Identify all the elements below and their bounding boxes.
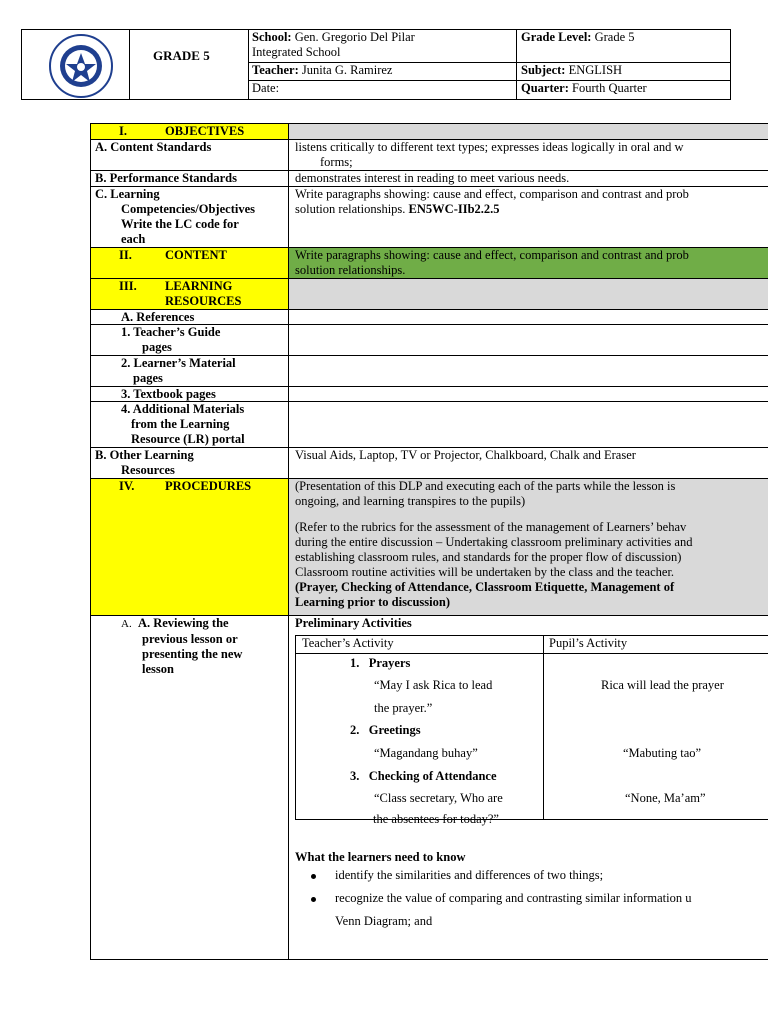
need-to-know-title: What the learners need to know — [295, 850, 466, 864]
row-additional-materials — [91, 402, 768, 448]
teachers-guide-value — [289, 325, 768, 355]
item2-line1: “Magandang buhay” — [374, 746, 478, 760]
teacher-name: Junita G. Ramirez — [301, 63, 393, 77]
item3-response: “None, Ma’am” — [625, 791, 706, 805]
competencies-text — [289, 187, 768, 247]
learners-material-line1: 2. Learner’s Material — [121, 356, 236, 370]
bullet-1-text: identify the similarities and differences of two things; — [335, 868, 604, 882]
learning-resources-value — [289, 279, 768, 309]
bullet-dot-icon — [311, 897, 316, 902]
reviewing-line4: lesson — [142, 662, 174, 676]
procedures-num: IV. — [119, 479, 135, 493]
competencies-label-line4: each — [121, 232, 146, 246]
row-content-standards — [91, 140, 768, 171]
performance-standards-label: B. Performance Standards — [91, 171, 289, 186]
content-title: CONTENT — [165, 248, 227, 262]
quarter-cell — [516, 81, 730, 99]
procedures-title: PROCEDURES — [165, 479, 252, 493]
bullet-dot-icon — [311, 874, 316, 879]
procedures-bold2: Learning prior to discussion) — [295, 595, 450, 609]
additional-materials-value — [289, 402, 768, 447]
content-standards-line2: forms; — [320, 155, 353, 169]
teachers-guide-line1: 1. Teacher’s Guide — [121, 325, 221, 339]
learners-material-value — [289, 356, 768, 386]
subject-value: ENGLISH — [568, 63, 623, 77]
subject-label: Subject: — [521, 63, 566, 77]
row-learning-resources — [91, 279, 768, 310]
references-label: A. References — [91, 310, 289, 324]
subject-cell — [516, 63, 730, 81]
additional-line2: from the Learning — [131, 417, 230, 431]
learning-resources-heading — [91, 279, 289, 309]
row-textbook — [91, 387, 768, 402]
learning-resources-title2: RESOURCES — [165, 294, 242, 308]
teacher-cell — [248, 63, 516, 81]
quarter-label: Quarter: — [521, 81, 569, 95]
additional-line3: Resource (LR) portal — [131, 432, 245, 446]
content-standards-line1: listens critically to different text types; expresses ideas logically in oral and w — [295, 140, 684, 154]
teachers-guide-label — [91, 325, 289, 355]
school-name: Gen. Gregorio Del Pilar — [294, 30, 415, 44]
textbook-label: 3. Textbook pages — [91, 387, 289, 401]
procedures-p2-line2: during the entire discussion – Undertaking classroom preliminary activities and — [295, 535, 693, 549]
activity-header — [296, 636, 768, 654]
bullet-2-text: recognize the value of comparing and contrasting similar information u — [335, 891, 692, 905]
learning-resources-num: III. — [119, 279, 137, 293]
item2-title: Greetings — [368, 723, 421, 737]
grade-label: GRADE 5 — [153, 48, 210, 63]
reviewing-line1: A. Reviewing the — [137, 616, 229, 630]
competencies-code: EN5WC-IIb2.2.5 — [408, 202, 500, 216]
activity-item-greetings — [350, 723, 421, 738]
school-cell — [248, 30, 516, 63]
item1-line2: the prayer.” — [374, 701, 433, 715]
row-performance-standards — [91, 171, 768, 187]
content-standards-label: A. Content Standards — [91, 140, 289, 170]
activity-table — [295, 635, 768, 820]
content-line2: solution relationships. — [295, 263, 406, 277]
procedures-text — [289, 479, 768, 615]
content-text — [289, 248, 768, 278]
row-reviewing — [91, 616, 768, 960]
item3-num: 3. — [350, 769, 360, 783]
item1-num: 1. — [350, 656, 360, 670]
row-learners-material — [91, 356, 768, 387]
item3-title: Checking of Attendance — [368, 769, 497, 783]
pupil-activity-header: Pupil’s Activity — [549, 636, 628, 650]
procedures-p2-line4: Classroom routine activities will be undertaken by the class and the teacher. — [295, 565, 675, 579]
deped-seal-icon — [49, 34, 113, 98]
learners-material-line2: pages — [133, 371, 163, 385]
other-resources-label — [91, 448, 289, 478]
row-other-resources — [91, 448, 768, 479]
item2-response: “Mabuting tao” — [623, 746, 702, 760]
objectives-title: OBJECTIVES — [165, 124, 245, 138]
references-value — [289, 310, 768, 324]
objectives-value — [289, 124, 768, 139]
row-references — [91, 310, 768, 325]
content-num: II. — [119, 248, 132, 262]
objectives-num: I. — [119, 124, 127, 138]
additional-line1: 4. Additional Materials — [121, 402, 245, 416]
reviewing-line3: presenting the new — [142, 647, 243, 661]
grade-level-cell — [516, 30, 730, 63]
procedures-p1-line1: (Presentation of this DLP and executing each of the parts while the lesson is — [295, 479, 676, 493]
row-objectives — [91, 124, 768, 140]
teachers-guide-line2: pages — [142, 340, 172, 354]
procedures-p2-line1: (Refer to the rubrics for the assessment of the management of Learners’ behav — [295, 520, 687, 534]
lesson-plan-table — [90, 123, 768, 960]
school-name-cont: Integrated School — [252, 45, 341, 59]
procedures-p1-line2: ongoing, and learning transpires to the pupils) — [295, 494, 526, 508]
reviewing-label: A. A. Reviewing the previous lesson or presenting the new lesson — [91, 616, 289, 960]
competencies-line1: Write paragraphs showing: cause and effect, comparison and contrast and prob — [295, 187, 689, 201]
learning-resources-title1: LEARNING — [165, 279, 233, 293]
item3-line1: “Class secretary, Who are — [374, 791, 503, 805]
other-resources-line2: Resources — [121, 463, 175, 477]
procedures-heading — [91, 479, 289, 615]
objectives-heading — [91, 124, 289, 139]
other-resources-text: Visual Aids, Laptop, TV or Projector, Chalkboard, Chalk and Eraser — [295, 448, 636, 462]
competencies-label-line2: Competencies/Objectives — [121, 202, 255, 216]
content-line1: Write paragraphs showing: cause and effect, comparison and contrast and prob — [295, 248, 689, 262]
item1-response: Rica will lead the prayer — [601, 678, 724, 692]
activity-item-prayers — [350, 656, 410, 671]
row-competencies — [91, 187, 768, 248]
row-procedures — [91, 479, 768, 616]
item3-line2: the absentees for today?” — [373, 812, 499, 826]
header-table — [21, 29, 731, 100]
procedures-bold1: (Prayer, Checking of Attendance, Classroom Etiquette, Management of — [295, 580, 675, 594]
grade-level-value: Grade 5 — [594, 30, 635, 44]
competencies-line2: solution relationships. — [295, 202, 409, 216]
reviewing-line2: previous lesson or — [142, 632, 238, 646]
grade-cell — [129, 30, 249, 99]
competencies-label — [91, 187, 289, 247]
content-standards-text — [289, 140, 768, 170]
competencies-label-line1: C. Learning — [95, 187, 160, 201]
row-content — [91, 248, 768, 279]
additional-materials-label — [91, 402, 289, 447]
performance-standards-text: demonstrates interest in reading to meet various needs. — [295, 171, 570, 185]
competencies-label-line3: Write the LC code for — [121, 217, 239, 231]
teacher-label: Teacher: — [252, 63, 299, 77]
bullet-2-continuation: Venn Diagram; and — [335, 914, 433, 928]
grade-level-label: Grade Level: — [521, 30, 592, 44]
textbook-value — [289, 387, 768, 401]
item1-line1: “May I ask Rica to lead — [374, 678, 493, 692]
item2-num: 2. — [350, 723, 360, 737]
activity-item-attendance — [350, 769, 497, 784]
content-heading — [91, 248, 289, 278]
date-label: Date: — [252, 81, 280, 95]
logo-cell — [22, 30, 130, 99]
preliminary-title: Preliminary Activities — [295, 616, 412, 630]
row-teachers-guide — [91, 325, 768, 356]
item1-title: Prayers — [368, 656, 411, 670]
quarter-value: Fourth Quarter — [572, 81, 647, 95]
other-resources-line1: B. Other Learning — [95, 448, 194, 462]
school-label: School: — [252, 30, 292, 44]
teacher-activity-header: Teacher’s Activity — [302, 636, 394, 650]
date-cell — [248, 81, 516, 99]
reviewing-content — [289, 616, 768, 960]
learners-material-label — [91, 356, 289, 386]
procedures-p2-line3: establishing classroom rules, and standards for the proper flow of discussion) — [295, 550, 682, 564]
